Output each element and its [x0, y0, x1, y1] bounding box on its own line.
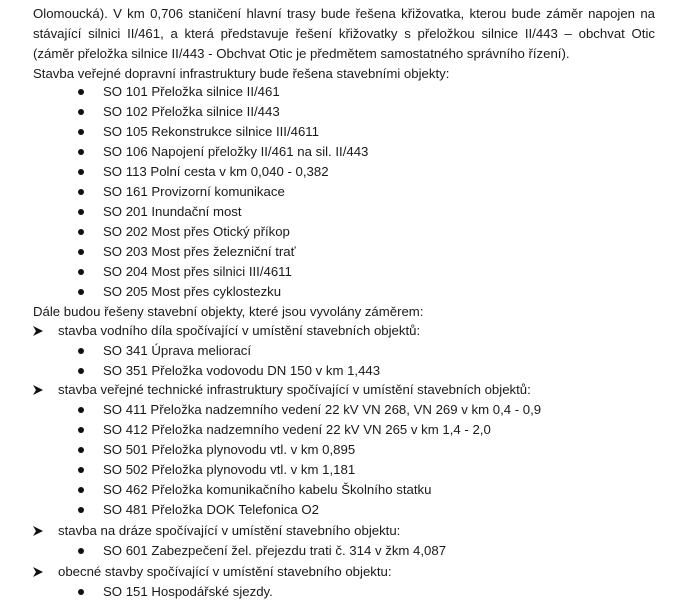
list-item-text: SO 412 Přeložka nadzemního vedení 22 kV VN 265 v km 1,4 - 2,0	[103, 422, 491, 437]
section2-heading: Dále budou řešeny stavební objekty, které jsou vyvolány záměrem:	[33, 304, 424, 319]
bullet-icon	[78, 129, 84, 135]
bullet-icon	[78, 249, 84, 255]
group-label-text: stavba na dráze spočívající v umístění stavebního objektu:	[58, 523, 401, 538]
intro-line: Olomoucká). V km 0,706 staničení hlavní trasy bude řešena křižovatka, kterou bude záměr napojen na	[33, 6, 655, 21]
bullet-icon	[78, 209, 84, 215]
group-label-text: stavba vodního díla spočívající v umístění stavebních objektů:	[58, 323, 421, 338]
bullet-icon	[78, 447, 84, 453]
intro-paragraph	[33, 4, 655, 64]
group-label-text: stavba veřejné technické infrastruktury spočívající v umístění stavebních objektů:	[58, 382, 531, 397]
bullet-icon	[78, 89, 84, 95]
bullet-icon	[78, 589, 84, 595]
list-item-text: SO 601 Zabezpečení žel. přejezdu trati č. 314 v žkm 4,087	[103, 543, 447, 558]
list-item-text: SO 202 Most přes Otický příkop	[103, 224, 290, 239]
bullet-icon	[78, 368, 84, 374]
list-item-text: SO 102 Přeložka silnice II/443	[103, 104, 280, 119]
list-item-text: SO 351 Přeložka vodovodu DN 150 v km 1,443	[103, 363, 381, 378]
bullet-icon	[78, 507, 84, 513]
arrowhead-icon	[33, 567, 43, 577]
list-item-text: SO 341 Úprava meliorací	[103, 343, 252, 358]
group-label-text: obecné stavby spočívající v umístění stavebního objektu:	[58, 564, 392, 579]
bullet-icon	[78, 169, 84, 175]
intro-line: (záměr přeložka silnice II/443 - Obchvat Otic je předmětem samostatného správního řízení).	[33, 46, 570, 61]
list-item-text: SO 502 Přeložka plynovodu vtl. v km 1,181	[103, 462, 356, 477]
bullet-icon	[78, 269, 84, 275]
list-item-text: SO 151 Hospodářské sjezdy.	[103, 584, 273, 599]
bullet-icon	[78, 467, 84, 473]
list-item-text: SO 201 Inundační most	[103, 204, 242, 219]
bullet-icon	[78, 149, 84, 155]
list-item-text: SO 161 Provizorní komunikace	[103, 184, 285, 199]
intro-line: stávající silnici II/461, a která představuje řešení křižovatky s přeložkou silnice II/443 – obchvat Otic	[33, 26, 655, 41]
list-item-text: SO 501 Přeložka plynovodu vtl. v km 0,895	[103, 442, 356, 457]
bullet-icon	[78, 487, 84, 493]
section1-heading: Stavba veřejné dopravní infrastruktury bude řešena stavebními objekty:	[33, 66, 450, 81]
list-item-text: SO 205 Most přes cyklostezku	[103, 284, 282, 299]
arrowhead-icon	[33, 326, 43, 336]
bullet-icon	[78, 229, 84, 235]
arrowhead-icon	[33, 385, 43, 395]
bullet-icon	[78, 427, 84, 433]
list-item-text: SO 411 Přeložka nadzemního vedení 22 kV VN 268, VN 269 v km 0,4 - 0,9	[103, 402, 542, 417]
list-item-text: SO 105 Rekonstrukce silnice III/4611	[103, 124, 319, 139]
bullet-icon	[78, 289, 84, 295]
bullet-icon	[78, 189, 84, 195]
bullet-icon	[78, 348, 84, 354]
list-item-text: SO 106 Napojení přeložky II/461 na sil. II/443	[103, 144, 369, 159]
bullet-icon	[78, 109, 84, 115]
list-item-text: SO 462 Přeložka komunikačního kabelu Školního statku	[103, 482, 432, 497]
arrowhead-icon	[33, 526, 43, 536]
list-item-text: SO 113 Polní cesta v km 0,040 - 0,382	[103, 164, 329, 179]
list-item-text: SO 481 Přeložka DOK Telefonica O2	[103, 502, 319, 517]
list-item-text: SO 203 Most přes železniční trať	[103, 244, 296, 259]
list-item-text: SO 101 Přeložka silnice II/461	[103, 84, 280, 99]
bullet-icon	[78, 548, 84, 554]
list-item-text: SO 204 Most přes silnici III/4611	[103, 264, 292, 279]
bullet-icon	[78, 407, 84, 413]
